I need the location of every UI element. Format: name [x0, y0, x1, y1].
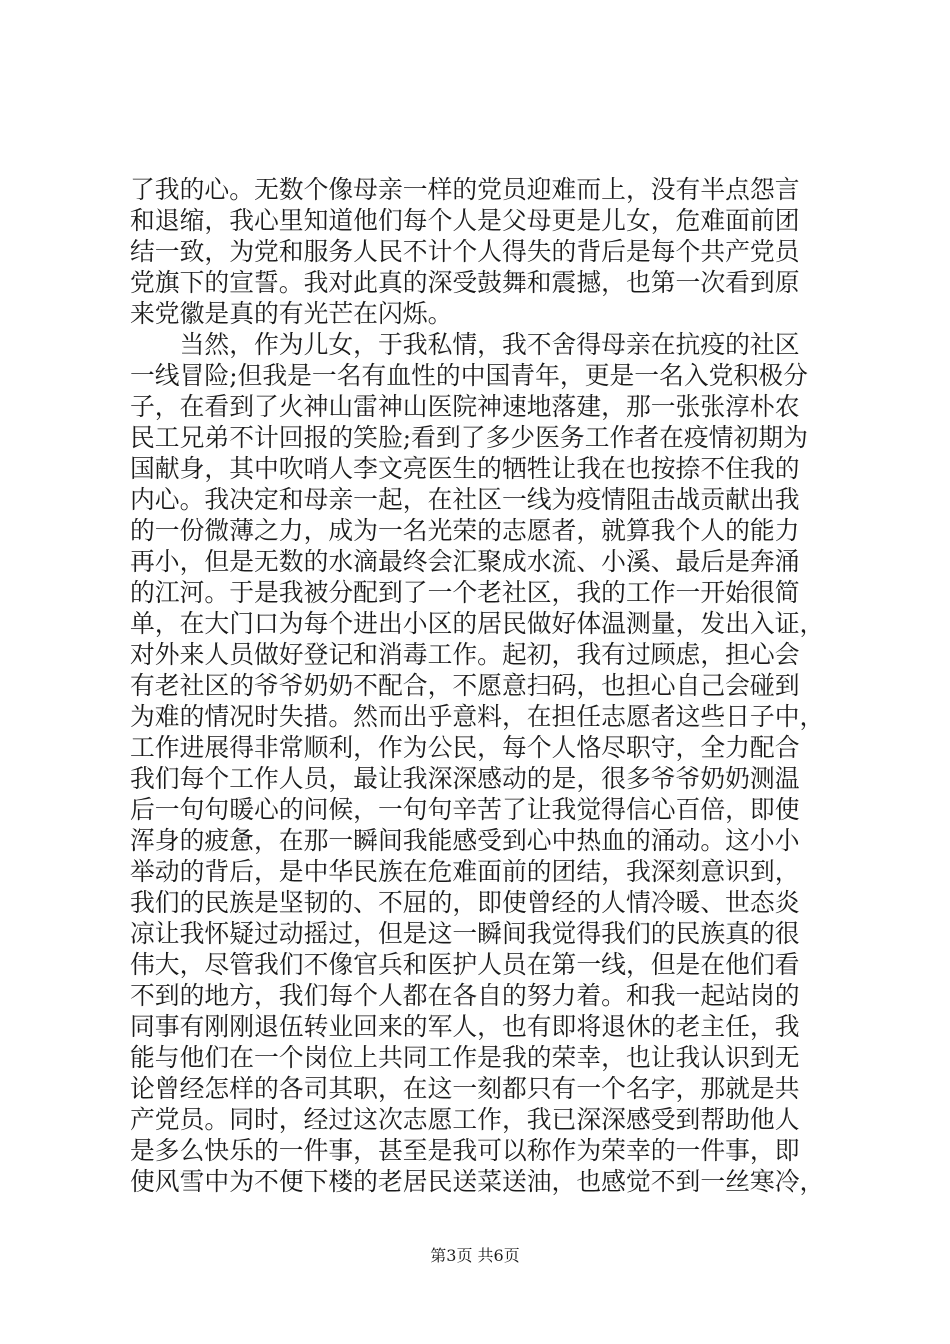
text-line: 的一份微薄之力，成为一名光荣的志愿者，就算我个人的能力 — [130, 516, 800, 545]
text-line: 浑身的疲惫，在那一瞬间我能感受到心中热血的涌动。这小小 — [130, 826, 800, 855]
text-line: 再小，但是无数的水滴最终会汇聚成水流、小溪、最后是奔涌 — [130, 547, 800, 576]
text-line: 同事有刚刚退伍转业回来的军人，也有即将退休的老主任，我 — [130, 1012, 800, 1041]
text-line: 和退缩，我心里知道他们每个人是父母更是儿女，危难面前团 — [130, 206, 800, 235]
text-line: 是多么快乐的一件事，甚至是我可以称作为荣幸的一件事，即 — [130, 1136, 800, 1165]
text-line: 论曾经怎样的各司其职，在这一刻都只有一个名字，那就是共 — [130, 1074, 800, 1103]
text-line: 凉让我怀疑过动摇过，但是这一瞬间我觉得我们的民族真的很 — [130, 919, 800, 948]
text-line: 对外来人员做好登记和消毒工作。起初，我有过顾虑，担心会 — [130, 640, 800, 669]
body-text — [130, 174, 840, 1197]
text-line: 有老社区的爷爷奶奶不配合，不愿意扫码，也担心自己会碰到 — [130, 671, 800, 700]
text-line: 伟大，尽管我们不像官兵和医护人员在第一线，但是在他们看 — [130, 950, 800, 979]
text-line: 来党徽是真的有光芒在闪烁。 — [130, 299, 453, 328]
text-line: 国献身，其中吹哨人李文亮医生的牺牲让我在也按捺不住我的 — [130, 454, 800, 483]
text-line: 了我的心。无数个像母亲一样的党员迎难而上，没有半点怨言 — [130, 175, 800, 204]
text-line: 内心。我决定和母亲一起，在社区一线为疫情阻击战贡献出我 — [130, 485, 800, 514]
text-line: 使风雪中为不便下楼的老居民送菜送油，也感觉不到一丝寒冷， — [130, 1167, 825, 1196]
text-line: 不到的地方，我们每个人都在各自的努力着。和我一起站岗的 — [130, 981, 800, 1010]
text-line: 的江河。于是我被分配到了一个老社区，我的工作一开始很简 — [130, 578, 800, 607]
text-line: 党旗下的宣誓。我对此真的深受鼓舞和震撼，也第一次看到原 — [130, 268, 800, 297]
text-line: 子，在看到了火神山雷神山医院神速地落建，那一张张淳朴农 — [130, 392, 800, 421]
text-line: 工作进展得非常顺利，作为公民，每个人恪尽职守，全力配合 — [130, 733, 800, 762]
page-number-footer: 第3页 共6页 — [430, 1246, 520, 1265]
text-line: 我们每个工作人员，最让我深深感动的是，很多爷爷奶奶测温 — [130, 764, 800, 793]
text-line: 为难的情况时失措。然而出乎意料，在担任志愿者这些日子中， — [130, 702, 825, 731]
text-line: 民工兄弟不计回报的笑脸;看到了多少医务工作者在疫情初期为 — [130, 423, 808, 452]
text-line: 结一致，为党和服务人民不计个人得失的背后是每个共产党员 — [130, 237, 800, 266]
text-line: 后一句句暖心的问候，一句句辛苦了让我觉得信心百倍，即使 — [130, 795, 800, 824]
text-line: 单，在大门口为每个进出小区的居民做好体温测量，发出入证， — [130, 609, 825, 638]
text-line: 产党员。同时，经过这次志愿工作，我已深深感受到帮助他人 — [130, 1105, 800, 1134]
text-line: 能与他们在一个岗位上共同工作是我的荣幸，也让我认识到无 — [130, 1043, 800, 1072]
text-line: 我们的民族是坚韧的、不屈的，即使曾经的人情冷暖、世态炎 — [130, 888, 800, 917]
text-line: 一线冒险;但我是一名有血性的中国青年，更是一名入党积极分 — [130, 361, 808, 390]
text-line: 举动的背后，是中华民族在危难面前的团结，我深刻意识到， — [130, 857, 800, 886]
text-line: 当然，作为儿女，于我私情，我不舍得母亲在抗疫的社区 — [130, 330, 800, 359]
